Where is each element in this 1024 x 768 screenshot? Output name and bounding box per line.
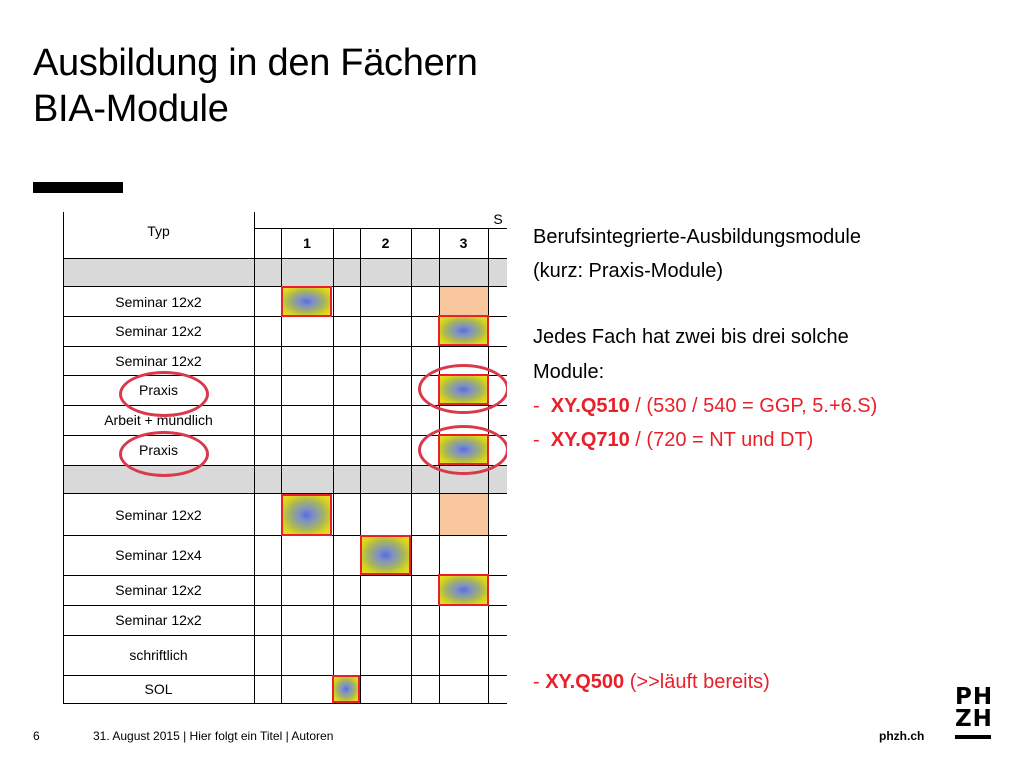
footer-info: 31. August 2015 | Hier folgt ein Titel | Autoren: [93, 729, 334, 743]
module-marker: [438, 315, 489, 346]
description-line-1: Berufsintegrierte-Ausbildungsmodule: [533, 226, 861, 248]
item-detail: / (720 = NT und DT): [629, 429, 814, 451]
table-row-label: Seminar 12x2: [115, 507, 202, 523]
module-table: [63, 212, 507, 704]
table-separator-row: [63, 258, 507, 286]
header-semester: S: [493, 212, 503, 227]
item-dash: -: [533, 395, 540, 417]
table-row-label: SOL: [144, 681, 173, 697]
item-dash: -: [533, 671, 546, 693]
item-detail: (>>läuft bereits): [624, 671, 770, 693]
item-detail: / (530 / 540 = GGP, 5.+6.S): [629, 395, 878, 417]
module-item-1: [533, 390, 877, 422]
slide-title: [33, 40, 478, 132]
peach-cell: [439, 494, 488, 535]
module-marker: [281, 494, 332, 536]
logo-underline: [955, 735, 991, 739]
module-marker: [360, 535, 411, 575]
column-header-2: 2: [381, 235, 390, 251]
header-typ: Typ: [147, 223, 170, 239]
module-marker: [281, 286, 332, 317]
table-row-label: Praxis: [139, 382, 178, 398]
table-row-label: schriftlich: [129, 647, 188, 663]
table-row-label: Seminar 12x2: [115, 323, 202, 339]
item-code: XY.Q500: [545, 671, 625, 693]
module-marker: [438, 574, 489, 606]
table-row-label: Seminar 12x2: [115, 294, 202, 310]
footer-site: phzh.ch: [879, 729, 925, 743]
peach-cell: [439, 287, 488, 316]
table-row-label: Seminar 12x4: [115, 547, 202, 563]
column-header-1: 1: [303, 235, 311, 251]
page-number: 6: [33, 729, 40, 743]
description-line-2: (kurz: Praxis-Module): [533, 260, 724, 282]
highlight-oval: [119, 431, 209, 477]
title-line-1: Ausbildung in den Fächern: [33, 42, 478, 84]
table-row-label: Arbeit + mündlich: [104, 412, 213, 428]
title-line-2: BIA-Module: [33, 88, 229, 130]
module-marker: [332, 675, 360, 703]
table-row-label: Praxis: [139, 442, 178, 458]
logo-line-1: PH: [955, 684, 994, 710]
column-header-3: 3: [459, 235, 468, 251]
module-item-3: [533, 666, 770, 698]
item-code: XY.Q710: [550, 429, 630, 451]
description-line-4: Module:: [533, 361, 605, 383]
description-line-3: Jedes Fach hat zwei bis drei solche: [533, 326, 849, 348]
item-dash: -: [533, 429, 540, 451]
highlight-oval: [418, 364, 507, 414]
title-underline-bar: [33, 182, 123, 193]
highlight-oval: [119, 371, 209, 417]
phzh-logo: [955, 686, 993, 730]
module-item-2: [533, 424, 813, 456]
table-row-label: Seminar 12x2: [115, 353, 202, 369]
table-row-label: Seminar 12x2: [115, 612, 202, 628]
logo-line-2: ZH: [955, 706, 993, 732]
table-row-label: Seminar 12x2: [115, 582, 202, 598]
item-code: XY.Q510: [550, 395, 630, 417]
highlight-oval: [418, 425, 507, 475]
